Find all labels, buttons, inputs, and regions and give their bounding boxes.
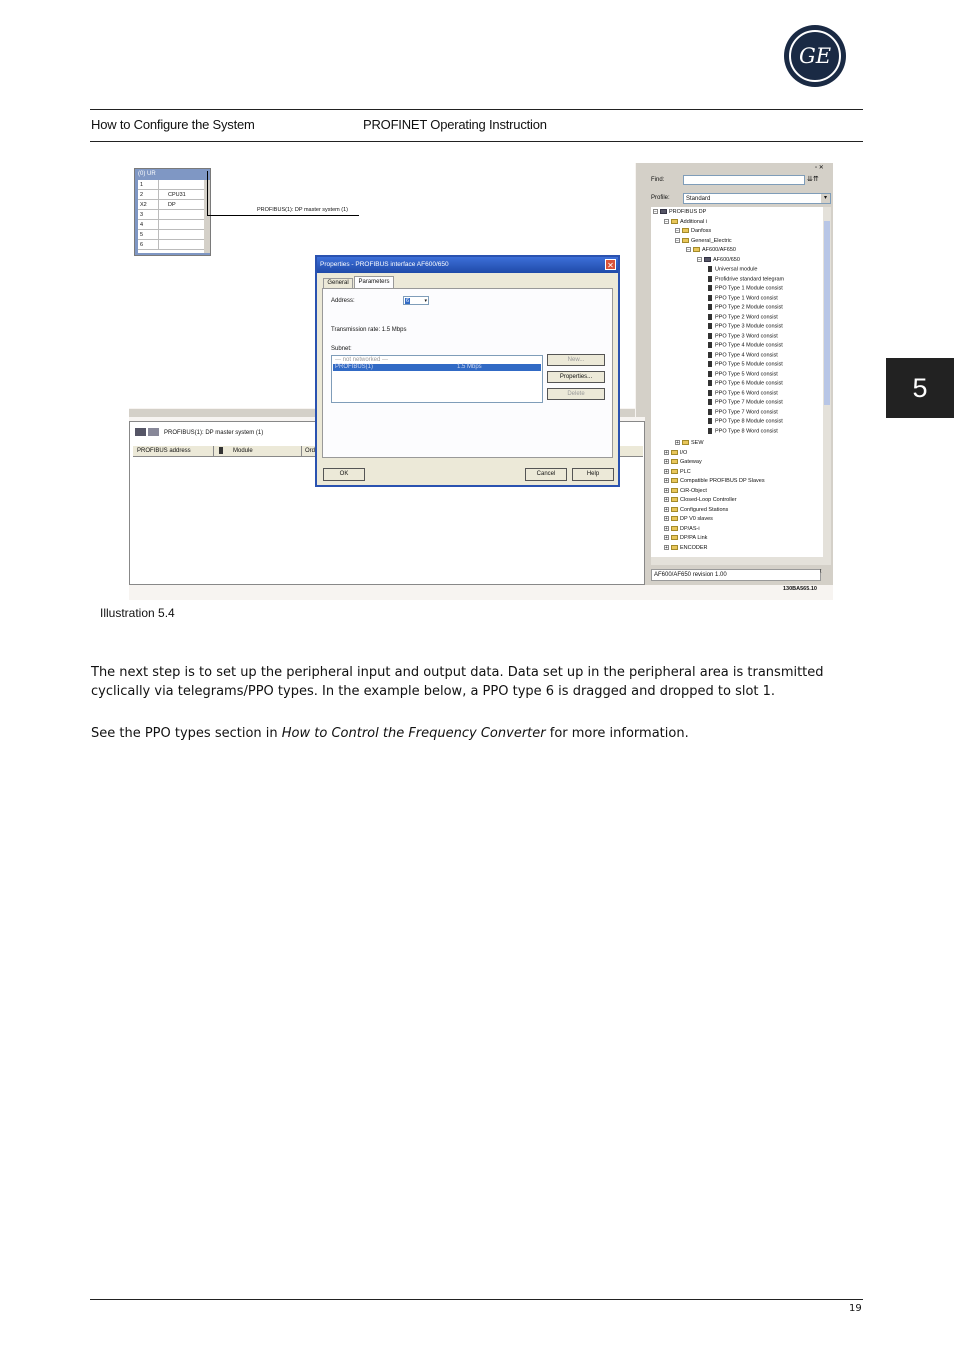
tab-general[interactable]: General (323, 278, 353, 288)
cancel-button[interactable]: Cancel (525, 468, 567, 481)
catalog-tree-item[interactable] (686, 247, 736, 253)
folder-icon (671, 497, 678, 502)
catalog-tree-label: PROFIBUS DP (669, 209, 707, 215)
catalog-tree-item[interactable] (708, 390, 778, 396)
catalog-tree-label: PPO Type 1 Module consist (715, 285, 783, 292)
expand-icon[interactable]: + (665, 478, 668, 485)
module-icon (708, 266, 712, 272)
close-icon[interactable]: ✕ (605, 259, 616, 270)
expand-icon[interactable]: − (665, 218, 668, 225)
find-buttons[interactable]: ⇊⇈ (807, 176, 819, 183)
subnet-item-profibus[interactable] (333, 364, 541, 371)
header-rule-top (90, 109, 863, 110)
chevron-down-icon: ▾ (821, 194, 830, 203)
body-paragraph-1: The next step is to set up the peripheral input and output data. Data set up in the peripheral area is transmitted cyclically via telegrams/PPO types. In the example below, a PPO type 6 is dragged and dropped to slot 1. (91, 665, 824, 699)
help-button[interactable]: Help (572, 468, 614, 481)
dp-bus-line (207, 171, 208, 215)
catalog-tree-item[interactable] (708, 409, 778, 415)
expand-icon[interactable]: + (665, 459, 668, 466)
catalog-tree-label: Universal module (715, 266, 758, 273)
subnet-label: Subnet: (331, 346, 352, 352)
expand-icon[interactable]: + (665, 525, 668, 532)
catalog-tree-label: SEW (691, 440, 704, 446)
col-profibus-address: PROFIBUS address (137, 448, 191, 454)
rack-slot-row[interactable] (138, 230, 204, 240)
catalog-horizontal-scrollbar[interactable] (651, 557, 831, 565)
module-icon (708, 314, 712, 320)
module-icon (708, 333, 712, 339)
catalog-tree-label: Closed-Loop Controller (680, 497, 737, 503)
dialog-titlebar (317, 257, 618, 273)
folder-icon (671, 488, 678, 493)
catalog-tree-item[interactable] (708, 418, 783, 424)
expand-icon[interactable]: + (665, 449, 668, 456)
chapter-tab: 5 (886, 358, 954, 418)
delete-button[interactable]: Delete (547, 388, 605, 400)
folder-icon (671, 535, 678, 540)
module-icon (708, 390, 712, 396)
header-section-title: How to Configure the System (91, 117, 255, 132)
find-input[interactable] (683, 175, 805, 185)
catalog-tree-item[interactable] (708, 295, 778, 301)
expand-icon[interactable]: + (665, 487, 668, 494)
catalog-tree-label: Configured Stations (680, 506, 729, 513)
expand-icon[interactable]: − (676, 237, 679, 244)
folder-icon (671, 219, 678, 224)
folder-icon (671, 469, 678, 474)
illustration-caption: Illustration 5.4 (100, 606, 175, 620)
catalog-tree-item[interactable] (664, 459, 702, 465)
expand-icon[interactable]: − (676, 228, 679, 235)
catalog-window-controls[interactable]: ▫ ✕ (815, 165, 824, 171)
folder-icon (671, 526, 678, 531)
module-icon (219, 447, 223, 454)
catalog-help-icon[interactable]: ᵗ (820, 569, 822, 576)
folder-icon (671, 545, 678, 550)
rack-slot-row[interactable] (138, 220, 204, 230)
address-label: Address: (331, 298, 355, 304)
catalog-tree-item[interactable] (664, 507, 728, 513)
expand-icon[interactable]: − (654, 209, 657, 216)
expand-icon[interactable]: − (687, 247, 690, 254)
folder-icon (693, 247, 700, 252)
catalog-tree-label: Compatible PROFIBUS DP Slaves (680, 478, 765, 484)
rack-slot-number: 2 (140, 192, 144, 198)
find-label: Find: (651, 177, 665, 183)
catalog-tree-label: DP/AS-i (680, 525, 700, 532)
expand-icon[interactable]: + (665, 516, 668, 523)
properties-button[interactable]: Properties... (547, 371, 605, 383)
section-reference: How to Control the Frequency Converter (281, 726, 546, 741)
module-icon (708, 428, 712, 434)
catalog-tree-label: PPO Type 4 Module consist (715, 342, 783, 349)
catalog-tree-label: PPO Type 1 Word consist (715, 294, 778, 301)
paragraph-text: See the PPO types section in (91, 726, 282, 741)
folder-icon (671, 507, 678, 512)
catalog-tree-label: PPO Type 3 Module consist (715, 323, 783, 330)
configuration-screenshot (129, 163, 833, 600)
rack-slot-number: 6 (140, 242, 144, 248)
catalog-tree-item[interactable] (675, 238, 732, 244)
catalog-tree-item[interactable] (708, 333, 778, 339)
catalog-tree-item[interactable] (708, 342, 783, 348)
module-icon (708, 352, 712, 358)
catalog-tree-label: PPO Type 5 Word consist (715, 370, 778, 377)
folder-icon (671, 450, 678, 455)
catalog-tree-item[interactable] (664, 450, 687, 456)
folder-icon (682, 238, 689, 243)
catalog-tree-label: I/O (680, 449, 688, 456)
rack-slot-row[interactable] (138, 190, 204, 200)
catalog-tree-item[interactable] (708, 352, 778, 358)
catalog-tree-label: PPO Type 4 Word consist (715, 351, 778, 358)
subnet-item-name: --- not networked --- (335, 357, 389, 363)
catalog-tree-label: AF600/AF650 (702, 247, 736, 253)
folder-icon (671, 516, 678, 521)
catalog-tree-label: PPO Type 2 Word consist (715, 313, 778, 320)
catalog-tree-item[interactable] (664, 535, 707, 541)
catalog-tree-item[interactable] (664, 497, 737, 503)
network-icon (660, 209, 667, 214)
catalog-tree-item[interactable] (664, 488, 707, 494)
catalog-tree-label: PPO Type 3 Word consist (715, 332, 778, 339)
rack-slot-number: 5 (140, 232, 144, 238)
header-document-title: PROFINET Operating Instruction (363, 117, 547, 132)
catalog-tree-item[interactable] (664, 478, 765, 484)
rack-slot-row[interactable] (138, 180, 204, 190)
new-button[interactable]: New... (547, 354, 605, 366)
module-icon (708, 399, 712, 405)
rack-slot-module: CPU31 (168, 192, 186, 198)
subnet-item-name: PROFIBUS(1) (335, 364, 374, 370)
rack-slot-module: DP (168, 202, 176, 208)
col-module: Module (233, 448, 253, 454)
catalog-tree-label: AF600/650 (713, 256, 740, 263)
subnet-item-not-networked[interactable] (333, 357, 541, 364)
tab-parameters[interactable]: Parameters (354, 276, 394, 288)
ge-logo-text: GE (789, 30, 841, 82)
header-rule-bottom (90, 141, 863, 142)
module-icon (708, 371, 712, 377)
chevron-down-icon: ▾ (424, 298, 427, 304)
rack-slot-row[interactable] (138, 210, 204, 220)
catalog-tree-label: DP V0 slaves (680, 516, 713, 522)
dialog-title: Properties - PROFIBUS interface AF600/650 (320, 261, 449, 268)
catalog-tree-item[interactable] (664, 516, 713, 522)
catalog-tree-label: Profidrive standard telegram (715, 275, 785, 282)
catalog-tree-label: PPO Type 2 Module consist (715, 304, 783, 311)
footer-rule (90, 1299, 863, 1300)
folder-icon (682, 228, 689, 233)
catalog-tree-label: Gateway (680, 459, 702, 465)
module-icon (708, 276, 712, 282)
catalog-tree-item[interactable] (708, 314, 778, 320)
address-select[interactable] (403, 296, 429, 305)
folder-icon (671, 478, 678, 483)
module-icon (708, 323, 712, 329)
subnet-item-rate: 1.5 Mbps (457, 364, 482, 370)
catalog-tree-label: PPO Type 6 Word consist (715, 389, 778, 396)
rack-slot-number: 3 (140, 212, 144, 218)
transmission-rate: Transmission rate: 1.5 Mbps (331, 327, 407, 333)
body-paragraph-2 (91, 724, 854, 743)
catalog-tree-item[interactable] (708, 380, 783, 386)
page-number: 19 (849, 1303, 862, 1314)
catalog-tree-label: PPO Type 7 Word consist (715, 408, 778, 415)
catalog-tree-label: Danfoss (691, 228, 712, 234)
expand-icon[interactable]: + (676, 440, 679, 447)
catalog-tree-item[interactable] (708, 276, 784, 282)
col-order-number: Ord (305, 448, 316, 454)
properties-dialog (315, 255, 620, 487)
catalog-tree-item[interactable] (653, 209, 706, 215)
catalog-tree-label: General_Electric (691, 237, 732, 244)
forward-arrow-icon[interactable] (148, 428, 159, 436)
catalog-tree-label: CiR-Object (680, 487, 707, 494)
catalog-tree-item[interactable] (708, 361, 783, 367)
rack-title: (0) UR (138, 171, 156, 177)
expand-icon[interactable]: + (665, 535, 668, 542)
module-icon (708, 295, 712, 301)
expand-icon[interactable]: + (665, 497, 668, 504)
module-icon (708, 285, 712, 291)
expand-icon[interactable]: + (665, 544, 668, 551)
catalog-tree-item[interactable] (708, 323, 783, 329)
expand-icon[interactable]: + (665, 468, 668, 475)
module-icon (708, 342, 712, 348)
master-system-label: PROFIBUS(1): DP master system (1) (257, 207, 348, 213)
detail-pane-title: PROFIBUS(1): DP master system (1) (164, 430, 264, 436)
module-icon (708, 409, 712, 415)
catalog-tree-label: PPO Type 6 Module consist (715, 380, 783, 387)
ge-logo (784, 25, 846, 87)
rack-slot-row[interactable] (138, 240, 204, 250)
catalog-tree-item[interactable] (664, 526, 700, 532)
rack-window[interactable] (134, 168, 211, 256)
module-icon (708, 361, 712, 367)
rack-slot-row[interactable] (138, 200, 204, 210)
module-icon (708, 304, 712, 310)
paragraph-text: for more information. (545, 726, 689, 741)
folder-icon (671, 459, 678, 464)
catalog-tree-label: DP/PA Link (680, 535, 708, 541)
upper-vertical-scrollbar[interactable] (636, 163, 645, 417)
catalog-tree-item[interactable] (664, 219, 707, 225)
catalog-tree-label: PPO Type 8 Module consist (715, 418, 783, 425)
subnet-list[interactable] (331, 355, 543, 403)
catalog-status-text: AF600/AF650 revision 1.00 (654, 572, 727, 578)
catalog-tree-label: PLC (680, 468, 691, 475)
catalog-tree-label: PPO Type 7 Module consist (715, 399, 783, 406)
device-icon (704, 257, 711, 262)
rack-slot-number: 4 (140, 222, 144, 228)
catalog-tree-label: PPO Type 5 Module consist (715, 361, 783, 368)
profile-label: Profile: (651, 195, 670, 201)
catalog-tree-item[interactable] (708, 428, 778, 434)
catalog-tree-item[interactable] (708, 285, 783, 291)
catalog-status (651, 569, 821, 581)
rack-table (138, 180, 204, 253)
expand-icon[interactable]: − (698, 256, 701, 263)
catalog-tree-item[interactable] (708, 266, 758, 272)
master-system-line (207, 215, 359, 216)
back-arrow-icon[interactable] (135, 428, 146, 436)
catalog-tree-item[interactable] (708, 304, 783, 310)
profile-select[interactable] (683, 193, 831, 204)
catalog-vertical-scrollbar[interactable] (823, 207, 831, 557)
catalog-tree-item[interactable] (675, 440, 704, 446)
module-icon (708, 380, 712, 386)
catalog-tree-item[interactable] (708, 371, 778, 377)
expand-icon[interactable]: + (665, 506, 668, 513)
image-code: 130BA565.10 (783, 586, 817, 592)
rack-slot-number: 1 (140, 182, 144, 188)
catalog-tree-item[interactable] (697, 257, 740, 263)
catalog-tree-label: ENCODER (680, 544, 708, 551)
ok-button[interactable]: OK (323, 468, 365, 481)
catalog-tree-item[interactable] (675, 228, 711, 234)
profile-value: Standard (686, 196, 711, 202)
tab-panel (322, 288, 613, 458)
module-icon (708, 418, 712, 424)
rack-slot-number: X2 (140, 202, 147, 208)
catalog-tree-label: PPO Type 8 Word consist (715, 427, 778, 434)
catalog-tree-item[interactable] (664, 545, 708, 551)
address-value: 6 (406, 298, 410, 304)
catalog-tree[interactable] (651, 207, 823, 557)
hardware-catalog (645, 163, 833, 585)
catalog-tree-item[interactable] (708, 399, 783, 405)
catalog-tree-item[interactable] (664, 469, 691, 475)
catalog-tree-label: Additional i (680, 218, 707, 225)
folder-icon (682, 440, 689, 445)
